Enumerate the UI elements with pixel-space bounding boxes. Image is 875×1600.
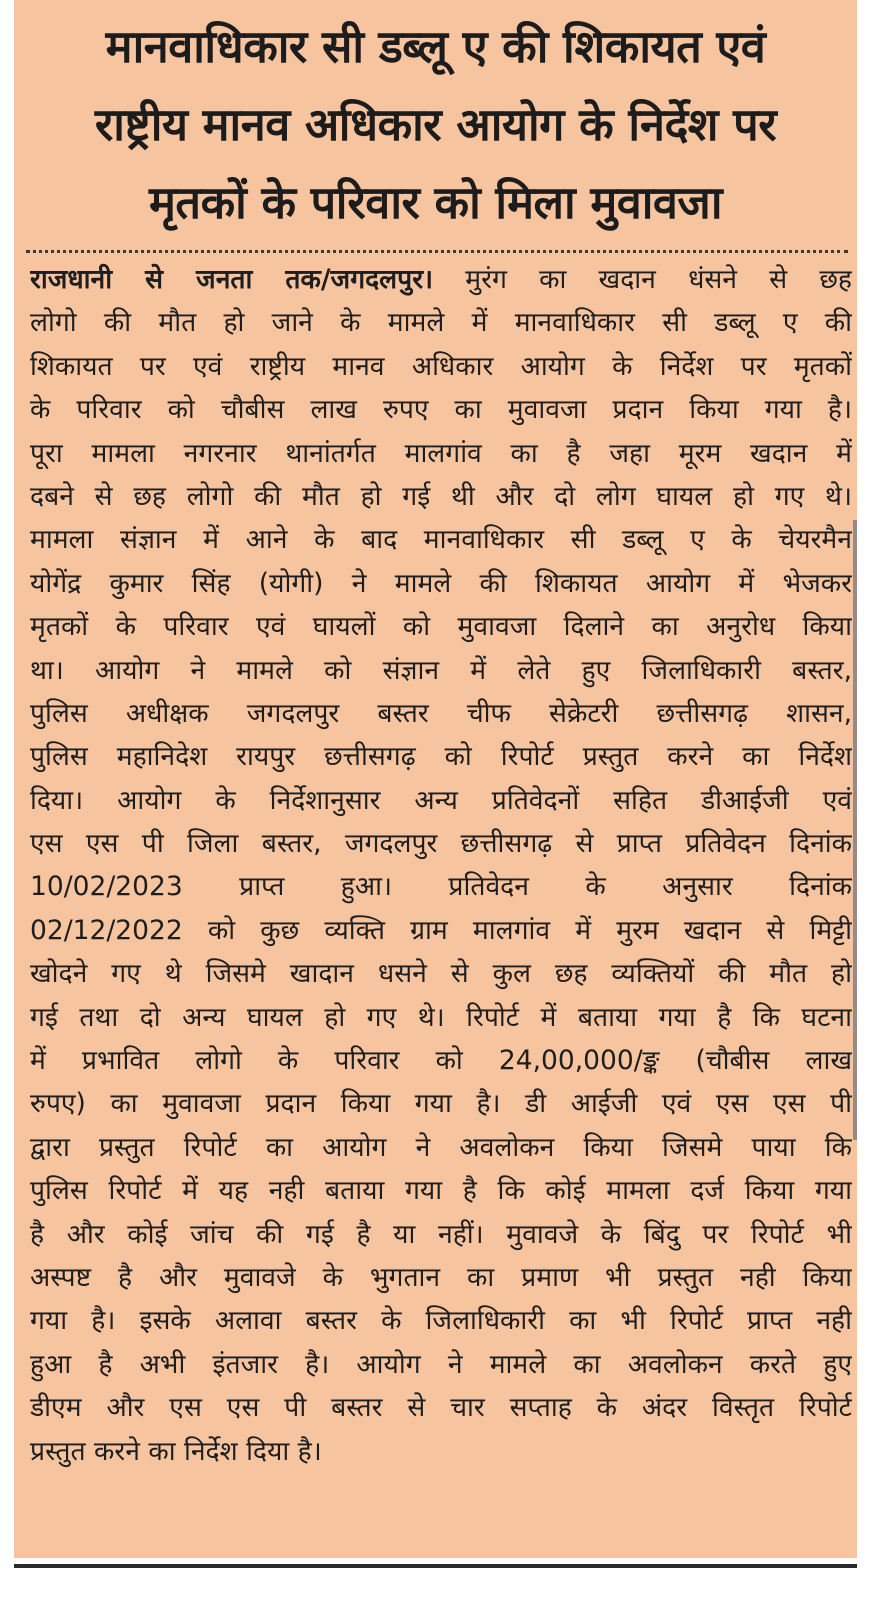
article-line: हुआ है अभी इंतजार है। आयोग ने मामले का अवलोकन करते हुए <box>30 1348 852 1380</box>
article-line: 10/02/2023 प्राप्त हुआ। प्रतिवेदन के अनुसार दिनांक <box>30 871 852 903</box>
headline-line: राष्ट्रीय मानव अधिकार आयोग के निर्देश पर <box>94 98 777 151</box>
headline-line: मृतकों के परिवार को मिला मुवावजा <box>149 176 722 229</box>
article-line: पुलिस रिपोर्ट में यह नही बताया गया है कि कोई मामला दर्ज किया गया <box>30 1175 852 1207</box>
article-line: मामला संज्ञान में आने के बाद मानवाधिकार सी डब्लू ए के चेयरमैन <box>30 524 852 556</box>
article-body <box>30 258 852 1473</box>
page-edge-shadow <box>853 520 857 1140</box>
article-line: के परिवार को चौबीस लाख रुपए का मुवावजा प्रदान किया गया है। <box>30 394 852 426</box>
dotted-divider <box>26 250 848 253</box>
headline-line: मानवाधिकार सी डब्लू ए की शिकायत एवं <box>105 20 766 73</box>
article-line: था। आयोग ने मामले को संज्ञान में लेते हुए जिलाधिकारी बस्तर, <box>30 654 852 686</box>
article-line: दिया। आयोग के निर्देशानुसार अन्य प्रतिवेदनों सहित डीआईजी एवं <box>30 784 852 816</box>
article-line: गया है। इसके अलावा बस्तर के जिलाधिकारी का भी रिपोर्ट प्राप्त नही <box>30 1305 852 1337</box>
article-line: मृतकों के परिवार एवं घायलों को मुवावजा दिलाने का अनुरोध किया <box>30 611 852 643</box>
article-line: गई तथा दो अन्य घायल हो गए थे। रिपोर्ट में बताया गया है कि घटना <box>30 1001 852 1033</box>
article-line: अस्पष्ट है और मुवावजे के भुगतान का प्रमाण भी प्रस्तुत नही किया <box>30 1261 852 1293</box>
article-line <box>30 258 852 301</box>
article-line: खोदने गए थे जिसमे खादान धसने से कुल छह व्यक्तियों की मौत हो <box>30 958 852 990</box>
article-line: रुपए) का मुवावजा प्रदान किया गया है। डी आईजी एवं एस एस पी <box>30 1088 852 1120</box>
article-line: 02/12/2022 को कुछ व्यक्ति ग्राम मालगांव में मुरम खदान से मिट्टी <box>30 914 852 946</box>
headline <box>14 8 857 242</box>
article-line: योगेंद्र कुमार सिंह (योगी) ने मामले की शिकायत आयोग में भेजकर <box>30 567 852 599</box>
article-line: प्रस्तुत करने का निर्देश दिया है। <box>30 1435 322 1467</box>
article-line: द्वारा प्रस्तुत रिपोर्ट का आयोग ने अवलोकन किया जिसमे पाया कि <box>30 1131 852 1163</box>
newspaper-clipping <box>14 0 857 1558</box>
dateline: राजधानी से जनता तक/जगदलपुर। <box>30 264 434 295</box>
article-line: लोगो की मौत हो जाने के मामले में मानवाधिकार सी डब्लू ए की <box>30 307 852 339</box>
article-line: दबने से छह लोगो की मौत हो गई थी और दो लोग घायल हो गए थे। <box>30 480 852 512</box>
article-line: है और कोई जांच की गई है या नहीं। मुवावजे के बिंदु पर रिपोर्ट भी <box>30 1218 852 1250</box>
article-line: पूरा मामला नगरनार थानांतर्गत मालगांव का है जहा मूरम खदान में <box>30 437 852 469</box>
article-line: एस एस पी जिला बस्तर, जगदलपुर छत्तीसगढ़ से प्राप्त प्रतिवेदन दिनांक <box>30 828 852 860</box>
article-line: शिकायत पर एवं राष्ट्रीय मानव अधिकार आयोग के निर्देश पर मृतकों <box>30 350 852 382</box>
article-line: डीएम और एस एस पी बस्तर से चार सप्ताह के अंदर विस्तृत रिपोर्ट <box>30 1392 852 1424</box>
article-text: मुरंग का खदान धंसने से छह <box>433 264 852 295</box>
article-line: पुलिस महानिदेश रायपुर छत्तीसगढ़ को रिपोर्ट प्रस्तुत करने का निर्देश <box>30 741 852 773</box>
article-line: में प्रभावित लोगो के परिवार को 24,00,000/ङ्क (चौबीस लाख <box>30 1045 852 1077</box>
article-line: पुलिस अधीक्षक जगदलपुर बस्तर चीफ सेक्रेटरी छत्तीसगढ़ शासन, <box>30 697 852 729</box>
bottom-rule <box>14 1564 857 1568</box>
